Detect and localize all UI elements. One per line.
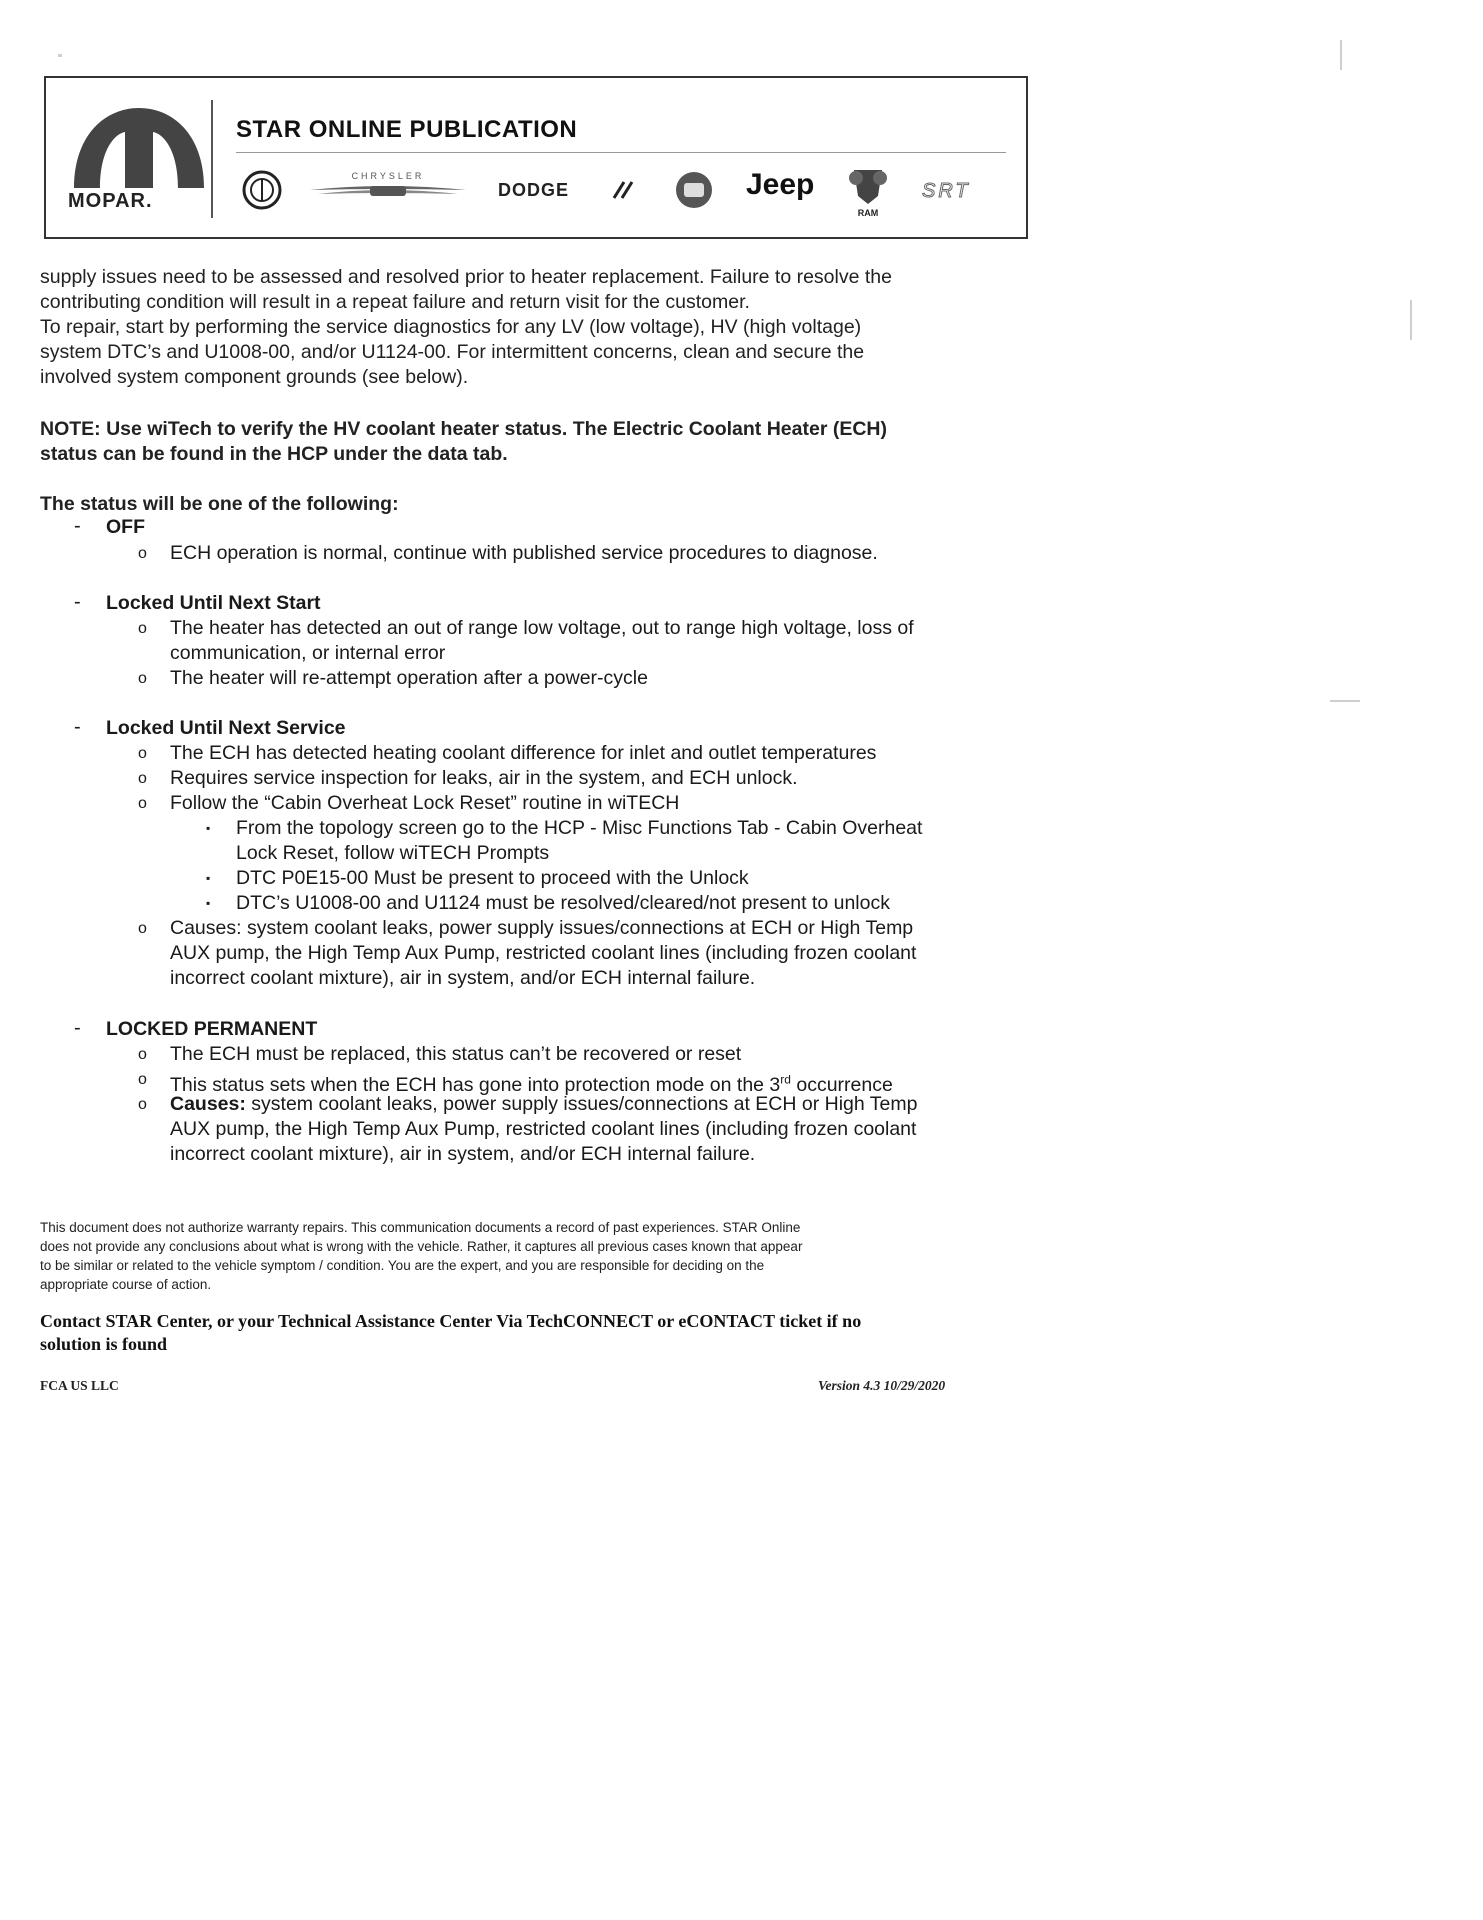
list-item: The ECH has detected heating coolant difference for inlet and outlet temperatures [170, 742, 877, 764]
list-item-continuation: incorrect coolant mixture), air in system, and/or ECH internal failure. [170, 967, 756, 989]
scan-speck [1330, 700, 1360, 702]
fiat-badge-icon [674, 170, 714, 210]
list-item: Causes: system coolant leaks, power supply issues/connections at ECH or High Temp [170, 917, 914, 939]
list-item-continuation: AUX pump, the High Temp Aux Pump, restricted coolant lines (including frozen coolant [170, 942, 917, 964]
list-item-continuation: communication, or internal error [170, 642, 446, 664]
intro-line: system DTC’s and U1008-00, and/or U1124-00. For intermittent concerns, clean and secure the [40, 341, 865, 363]
circle-bullet: o [138, 1071, 147, 1088]
intro-line: involved system component grounds (see below). [40, 366, 469, 388]
circle-bullet: o [138, 770, 147, 787]
banner-rule [236, 152, 1006, 153]
section-title-locked-permanent: LOCKED PERMANENT [106, 1018, 318, 1040]
publication-title: STAR ONLINE PUBLICATION [236, 116, 578, 143]
footer-company: FCA US LLC [40, 1378, 119, 1393]
dodge-wordmark: DODGE [498, 180, 570, 200]
list-item: The heater has detected an out of range low voltage, out to range high voltage, loss of [170, 617, 914, 639]
circle-bullet: o [138, 670, 147, 687]
disclaimer [40, 1218, 1000, 1294]
jeep-wordmark: Jeep [746, 168, 815, 201]
circle-bullet: o [138, 1046, 147, 1063]
alfa-romeo-icon [242, 170, 282, 210]
section-title-locked-until-next-service: Locked Until Next Service [106, 717, 346, 739]
list-item: The heater will re-attempt operation after a power-cycle [170, 667, 648, 689]
list-item: Requires service inspection for leaks, air in the system, and ECH unlock. [170, 767, 798, 789]
intro-line: To repair, start by performing the service diagnostics for any LV (low voltage), HV (high voltage) [40, 316, 862, 338]
list-item: Follow the “Cabin Overheat Lock Reset” routine in wiTECH [170, 792, 680, 814]
square-bullet: ▪ [206, 871, 211, 885]
sub-list-item: DTC P0E15-00 Must be present to proceed with the Unlock [236, 867, 749, 889]
list-item-continuation: incorrect coolant mixture), air in system, and/or ECH internal failure. [170, 1143, 756, 1165]
square-bullet: ▪ [206, 896, 211, 910]
scan-speck [1340, 40, 1342, 70]
scan-speck [58, 54, 62, 57]
banner-divider [211, 100, 213, 218]
section-dash: - [74, 1017, 81, 1039]
sub-list-item: DTC’s U1008-00 and U1124 must be resolved/cleared/not present to unlock [236, 892, 890, 914]
header-banner [44, 76, 1028, 239]
disclaimer-line: appropriate course of action. [40, 1277, 212, 1292]
note-paragraph [40, 417, 1040, 467]
list-item: The ECH must be replaced, this status can’t be recovered or reset [170, 1043, 742, 1065]
section-dash: - [74, 591, 81, 613]
chrysler-wordmark: CHRYSLER [351, 171, 425, 181]
contact-line: solution is found [40, 1334, 168, 1354]
list-item-continuation: AUX pump, the High Temp Aux Pump, restricted coolant lines (including frozen coolant [170, 1118, 917, 1140]
circle-bullet: o [138, 1096, 147, 1113]
circle-bullet: o [138, 920, 147, 937]
causes-text: system coolant leaks, power supply issues/connections at ECH or High Temp [245, 1093, 918, 1115]
circle-bullet: o [138, 795, 147, 812]
footer-version: Version 4.3 10/29/2020 [818, 1378, 946, 1393]
intro-line: contributing condition will result in a repeat failure and return visit for the customer. [40, 291, 750, 313]
circle-bullet: o [138, 545, 147, 562]
intro-line: supply issues need to be assessed and resolved prior to heater replacement. Failure to resolve the [40, 266, 892, 288]
contact-note [40, 1310, 1000, 1356]
list-item [170, 1092, 918, 1117]
section-dash: - [74, 515, 81, 537]
list-item: ECH operation is normal, continue with published service procedures to diagnose. [170, 542, 878, 564]
ram-head-icon [846, 166, 890, 218]
chrysler-wings-icon [308, 168, 468, 208]
disclaimer-line: to be similar or related to the vehicle symptom / condition. You are the expert, and you are responsible for deciding on the [40, 1258, 765, 1273]
section-title-off: OFF [106, 516, 145, 538]
srt-wordmark: SRT [922, 180, 971, 202]
causes-label: Causes: [170, 1093, 246, 1115]
note-line: status can be found in the HCP under the data tab. [40, 443, 508, 465]
section-title-locked-until-next-start: Locked Until Next Start [106, 592, 321, 614]
circle-bullet: o [138, 620, 147, 637]
square-bullet: ▪ [206, 821, 211, 835]
mopar-wordmark: MOPAR. [68, 190, 153, 212]
disclaimer-line: does not provide any conclusions about what is wrong with the vehicle. Rather, it captures all previous cases known that appear [40, 1239, 803, 1254]
occurrence-text: This status sets when the ECH has gone into protection mode on the 3rd occurrence [170, 1072, 893, 1096]
disclaimer-line: This document does not authorize warranty repairs. This communication documents a record of past experiences. STAR Online [40, 1220, 801, 1235]
status-heading: The status will be one of the following: [40, 493, 399, 515]
srt-logo-icon [916, 176, 1006, 204]
intro-paragraph [40, 265, 1040, 390]
note-line: NOTE: Use wiTech to verify the HV coolant heater status. The Electric Coolant Heater (ECH) [40, 418, 887, 440]
circle-bullet: o [138, 745, 147, 762]
ram-wordmark: RAM [857, 208, 879, 218]
dodge-logo-icon [498, 178, 638, 200]
section-dash: - [74, 716, 81, 738]
scan-speck [1410, 300, 1412, 340]
contact-line: Contact STAR Center, or your Technical Assistance Center Via TechCONNECT or eCONTACT ticket if no [40, 1311, 862, 1331]
sub-list-item: From the topology screen go to the HCP - Misc Functions Tab - Cabin Overheat [236, 817, 923, 839]
sub-list-item-continuation: Lock Reset, follow wiTECH Prompts [236, 842, 550, 864]
